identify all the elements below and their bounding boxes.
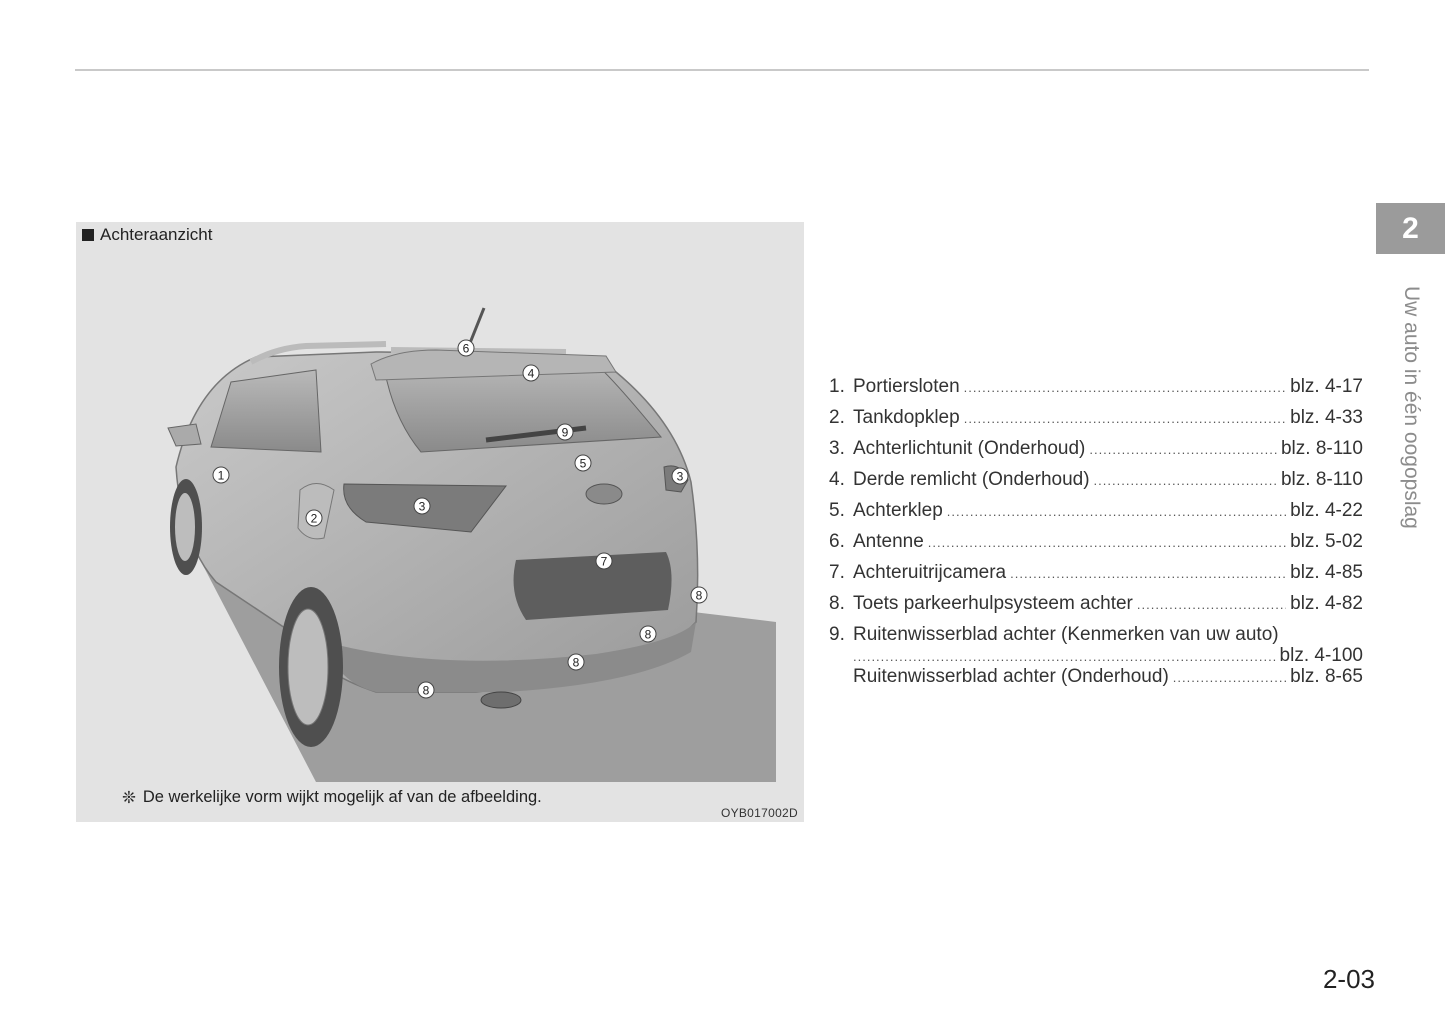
callout-9: [557, 424, 573, 440]
callout-7: [596, 553, 612, 569]
top-rule: [75, 69, 1369, 71]
legend-label: Antenne: [853, 531, 924, 552]
callout-8a: [691, 587, 707, 603]
chapter-title-text: Uw auto in één oogopslag: [1400, 286, 1423, 529]
svg-text:7: 7: [600, 554, 608, 569]
svg-text:3: 3: [676, 469, 684, 484]
legend-number: 4.: [829, 469, 845, 490]
page-number: 2-03: [1322, 964, 1375, 994]
leader-dots: [964, 411, 1286, 426]
legend-number: 5.: [829, 500, 845, 521]
legend-number: 1.: [829, 376, 845, 397]
legend-label: Tankdopklep: [853, 407, 960, 428]
legend-label: Toets parkeerhulpsysteem achter: [853, 593, 1133, 614]
figure-code: OYB017002D: [720, 806, 798, 820]
leader-dots: [928, 535, 1286, 550]
note-symbol-icon: ❊: [122, 789, 136, 807]
legend-number: 7.: [829, 562, 845, 583]
square-bullet-icon: [82, 229, 94, 241]
figure-note-text: De werkelijke vorm wijkt mogelijk af van de afbeelding.: [142, 788, 542, 806]
leader-dots: [1089, 442, 1277, 457]
legend-page: blz. 5-02: [1290, 531, 1363, 552]
legend-page: blz. 4-33: [1290, 407, 1363, 428]
svg-text:8: 8: [572, 655, 580, 670]
callout-3a: [414, 498, 430, 514]
legend-item-continued: [829, 645, 1363, 666]
rear-view-figure: [76, 222, 804, 822]
legend-item: [829, 407, 1363, 438]
legend-label: Ruitenwisserblad achter (Onderhoud): [853, 666, 1169, 687]
leader-dots: [1137, 597, 1286, 612]
svg-text:8: 8: [644, 627, 652, 642]
callout-8d: [418, 682, 434, 698]
legend-item: [829, 376, 1363, 407]
legend-item: [829, 624, 1363, 645]
leader-dots: [1010, 566, 1286, 581]
leader-dots: [947, 504, 1286, 519]
callout-4: [523, 365, 539, 381]
legend-number: 3.: [829, 438, 845, 459]
legend-number: 9.: [829, 624, 845, 645]
svg-text:6: 6: [462, 341, 470, 356]
chapter-title-vertical: [1386, 286, 1436, 586]
legend-label: Achteruitrijcamera: [853, 562, 1007, 583]
legend-label: Portiersloten: [853, 376, 960, 397]
svg-text:8: 8: [695, 588, 703, 603]
legend-item: [829, 438, 1363, 469]
car-rear-illustration: [76, 222, 804, 822]
legend-number: 6.: [829, 531, 845, 552]
svg-text:9: 9: [561, 425, 569, 440]
svg-text:8: 8: [422, 683, 430, 698]
legend-label: Achterklep: [853, 500, 943, 521]
leader-dots: [964, 380, 1286, 395]
svg-text:1: 1: [217, 468, 225, 483]
callout-3b: [672, 468, 688, 484]
callout-5: [575, 455, 591, 471]
leader-dots: [1173, 670, 1286, 685]
svg-text:5: 5: [579, 456, 587, 471]
callout-8c: [568, 654, 584, 670]
legend-item: [829, 469, 1363, 500]
legend-page: blz. 4-100: [1279, 645, 1363, 666]
legend-page: blz. 4-82: [1290, 593, 1363, 614]
leader-dots: [1094, 473, 1277, 488]
figure-title-text: Achteraanzicht: [100, 225, 213, 244]
legend-page: blz. 8-65: [1290, 666, 1363, 687]
callout-6: [458, 340, 474, 356]
legend-label: Derde remlicht (Onderhoud): [853, 469, 1090, 490]
legend-list: [829, 376, 1363, 687]
figure-note: [122, 788, 542, 808]
callout-1: [213, 467, 229, 483]
legend-number: 8.: [829, 593, 845, 614]
legend-item-continued: [829, 666, 1363, 687]
svg-text:4: 4: [527, 366, 535, 381]
svg-text:3: 3: [418, 499, 426, 514]
legend-page: blz. 8-110: [1280, 438, 1363, 459]
legend-page: blz. 4-85: [1290, 562, 1363, 583]
legend-page: blz. 8-110: [1280, 469, 1363, 490]
callout-2: [306, 510, 322, 526]
legend-item: [829, 562, 1363, 593]
legend-label: Achterlichtunit (Onderhoud): [853, 438, 1086, 459]
legend-number: 2.: [829, 407, 845, 428]
leader-dots: [853, 649, 1276, 664]
legend-label: Ruitenwisserblad achter (Kenmerken van uw auto): [853, 624, 1279, 645]
legend-page: blz. 4-22: [1290, 500, 1363, 521]
legend-item: [829, 593, 1363, 624]
legend-item: [829, 500, 1363, 531]
figure-title: [82, 225, 212, 245]
legend-page: blz. 4-17: [1290, 376, 1363, 397]
svg-text:2: 2: [310, 511, 318, 526]
callout-8b: [640, 626, 656, 642]
legend-item: [829, 531, 1363, 562]
chapter-number-tab: 2: [1376, 203, 1445, 254]
